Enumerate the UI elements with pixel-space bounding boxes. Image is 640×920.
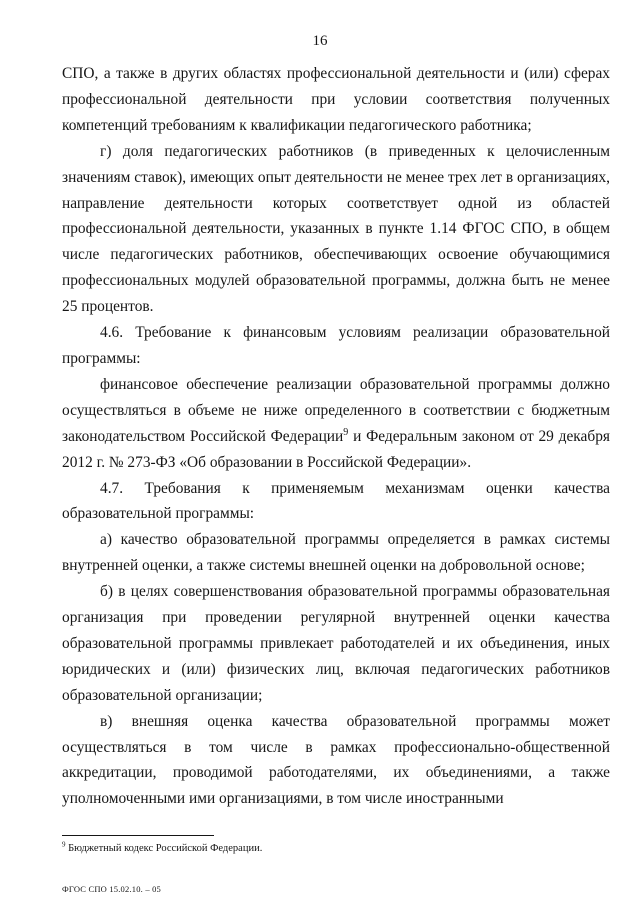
paragraph-item-a: а) качество образовательной программы определяется в рамках системы внутренней оценки, а также системы внешней оценки на добровольной основе; bbox=[62, 531, 610, 575]
footnote bbox=[62, 842, 610, 856]
paragraph-item-g: г) доля педагогических работников (в приведенных к целочисленным значениям ставок), имеющих опыт деятельности не менее трех лет в организациях, направление деятельности которых соответствует одной из областей профессиональной деятельности, указанных в пункте 1.14 ФГОС СПО, в общем числе педагогических работников, обеспечивающих освоение обучающимися профессиональных модулей образовательной программы, должна быть не менее 25 процентов. bbox=[62, 142, 610, 316]
footnote-number: 9 bbox=[62, 840, 66, 849]
paragraph-section-4-6: 4.6. Требование к финансовым условиям реализации образовательной программы: bbox=[62, 324, 610, 367]
paragraph-finance bbox=[62, 372, 610, 476]
footnote-text: Бюджетный кодекс Российской Федерации. bbox=[65, 843, 263, 854]
finance-text-after: и Федеральным законом от 29 декабря 2012 г. № 273-ФЗ «Об образовании в Российской Федерации». bbox=[62, 427, 610, 471]
document-code: ФГОС СПО 15.02.10. – 05 bbox=[62, 884, 162, 894]
paragraph-item-v: в) внешняя оценка качества образовательной программы может осуществляться в том числе в рамках профессионально-общественной аккредитации, проводимой работодателями, их объединениями, а также уполномоченными ими организациями, в том числе иностранными bbox=[62, 712, 610, 808]
footnote-reference[interactable]: 9 bbox=[343, 426, 349, 438]
paragraph-spo-continuation: СПО, а также в других областях профессиональной деятельности и (или) сферах профессиональной деятельности при условии соответствия полученных компетенций требованиям к квалификации педагогического работника; bbox=[62, 65, 610, 134]
paragraph-item-b: б) в целях совершенствования образовательной программы образовательная организация при проведении регулярной внутренней оценки качества образовательной программы привлекает работодателей и их объединения, иных юридических и (или) физических лиц, включая педагогических работников образовательной организации; bbox=[62, 583, 610, 704]
document-body bbox=[62, 61, 610, 812]
footnote-divider bbox=[62, 835, 214, 836]
finance-text-before: финансовое обеспечение реализации образовательной программы должно осуществляться в объеме не ниже определенного в соответствии с бюджетным законодательством Российской Федерации bbox=[62, 375, 610, 445]
paragraph-section-4-7: 4.7. Требования к применяемым механизмам оценки качества образовательной программы: bbox=[62, 479, 610, 523]
page-number: 16 bbox=[312, 33, 328, 49]
